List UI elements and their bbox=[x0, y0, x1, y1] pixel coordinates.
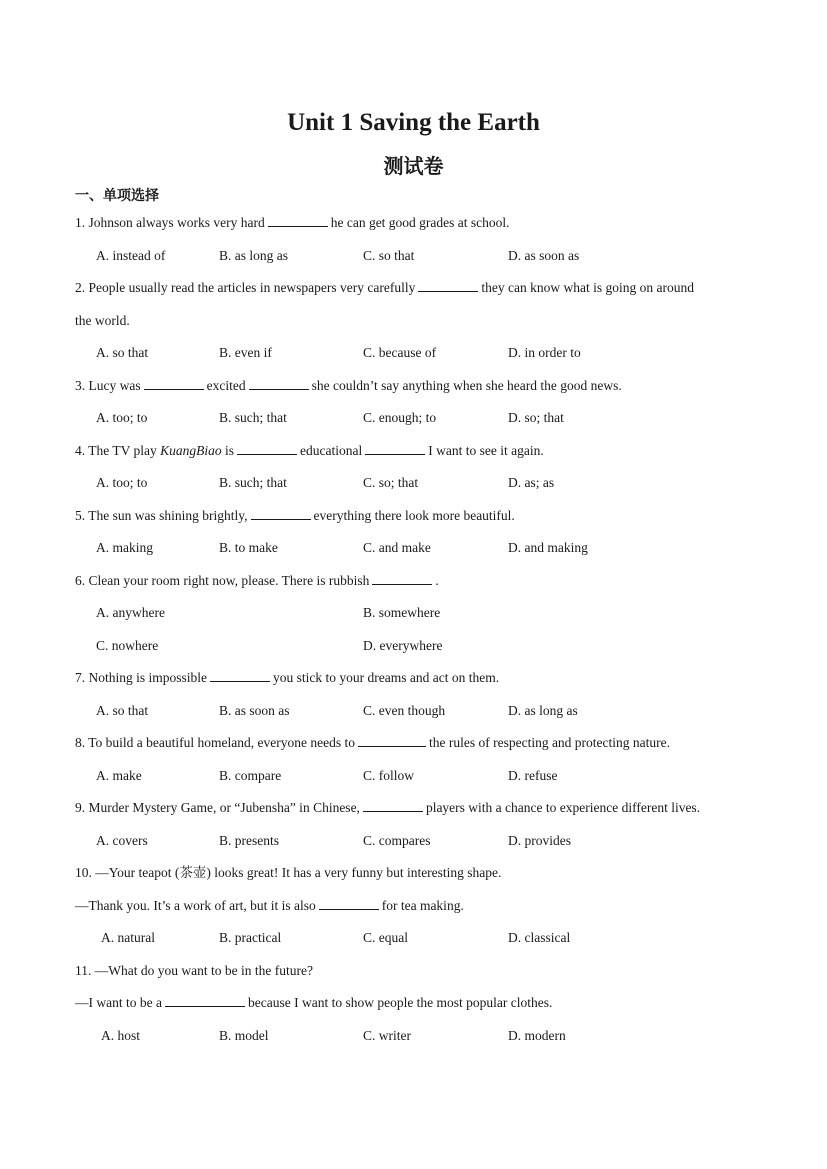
question-text: 2. People usually read the articles in newspapers very carefully bbox=[75, 280, 416, 295]
question-text: is bbox=[225, 443, 235, 458]
question-text: 5. The sun was shining brightly, bbox=[75, 508, 248, 523]
option-d[interactable]: D. as; as bbox=[508, 475, 555, 490]
question-text: 3. Lucy was bbox=[75, 378, 141, 393]
question-text: —Thank you. It’s a work of art, but it is also bbox=[75, 898, 316, 913]
option-b[interactable]: B. practical bbox=[219, 930, 282, 945]
option-d[interactable]: D. in order to bbox=[508, 345, 581, 360]
question-6 bbox=[75, 572, 755, 590]
question-text: excited bbox=[206, 378, 246, 393]
question-text: —I want to be a bbox=[75, 995, 162, 1010]
option-a[interactable]: A. natural bbox=[101, 930, 155, 945]
answer-blank bbox=[358, 734, 426, 747]
question-text: she couldn’t say anything when she heard the good news. bbox=[311, 378, 622, 393]
page-title: Unit 1 Saving the Earth bbox=[287, 109, 540, 136]
question-text: he can get good grades at school. bbox=[330, 215, 510, 230]
question-text: everything there look more beautiful. bbox=[313, 508, 515, 523]
option-b[interactable]: B. presents bbox=[219, 833, 279, 848]
option-d[interactable]: D. everywhere bbox=[363, 638, 443, 653]
question-text: they can know what is going on around bbox=[481, 280, 694, 295]
option-d[interactable]: D. as long as bbox=[508, 703, 578, 718]
option-a[interactable]: A. make bbox=[96, 768, 142, 783]
option-a[interactable]: A. so that bbox=[96, 703, 149, 718]
answer-blank bbox=[237, 442, 297, 455]
option-c[interactable]: C. and make bbox=[363, 540, 431, 555]
question-2 bbox=[75, 279, 755, 297]
question-text: for tea making. bbox=[381, 898, 464, 913]
option-d[interactable]: D. as soon as bbox=[508, 248, 580, 263]
option-b[interactable]: B. model bbox=[219, 1028, 269, 1043]
page-subtitle: 测试卷 bbox=[383, 154, 444, 178]
question-text: 8. To build a beautiful homeland, everyone needs to bbox=[75, 735, 355, 750]
option-d[interactable]: D. modern bbox=[508, 1028, 566, 1043]
option-b[interactable]: B. such; that bbox=[219, 475, 287, 490]
option-d[interactable]: D. and making bbox=[508, 540, 588, 555]
option-c[interactable]: C. so; that bbox=[363, 475, 419, 490]
question-1 bbox=[75, 214, 755, 232]
question-7 bbox=[75, 669, 755, 687]
option-a[interactable]: A. anywhere bbox=[96, 605, 165, 620]
option-c[interactable]: C. writer bbox=[363, 1028, 411, 1043]
option-d[interactable]: D. so; that bbox=[508, 410, 564, 425]
question-text: I want to see it again. bbox=[428, 443, 544, 458]
question-text: 4. The TV play bbox=[75, 443, 157, 458]
answer-blank bbox=[251, 507, 311, 520]
tv-play-name: KuangBiao bbox=[160, 443, 222, 458]
option-c[interactable]: C. so that bbox=[363, 248, 415, 263]
question-11: 11. —What do you want to be in the future? bbox=[75, 963, 313, 978]
option-c[interactable]: C. nowhere bbox=[96, 638, 159, 653]
option-b[interactable]: B. such; that bbox=[219, 410, 287, 425]
option-a[interactable]: A. too; to bbox=[96, 475, 148, 490]
question-3 bbox=[75, 377, 755, 395]
answer-blank bbox=[165, 994, 245, 1007]
option-c[interactable]: C. compares bbox=[363, 833, 431, 848]
option-d[interactable]: D. refuse bbox=[508, 768, 558, 783]
option-d[interactable]: D. provides bbox=[508, 833, 571, 848]
option-c[interactable]: C. even though bbox=[363, 703, 446, 718]
answer-blank bbox=[210, 669, 270, 682]
question-11-reply bbox=[75, 994, 755, 1012]
option-b[interactable]: B. to make bbox=[219, 540, 278, 555]
option-a[interactable]: A. so that bbox=[96, 345, 149, 360]
option-c[interactable]: C. equal bbox=[363, 930, 408, 945]
answer-blank bbox=[249, 377, 309, 390]
option-a[interactable]: A. instead of bbox=[96, 248, 166, 263]
question-text: . bbox=[435, 573, 439, 588]
question-2-continued: the world. bbox=[75, 313, 130, 328]
option-a[interactable]: A. covers bbox=[96, 833, 148, 848]
option-a[interactable]: A. host bbox=[101, 1028, 141, 1043]
question-9 bbox=[75, 799, 755, 817]
answer-blank bbox=[418, 279, 478, 292]
question-text: 1. Johnson always works very hard bbox=[75, 215, 265, 230]
question-text: 6. Clean your room right now, please. There is rubbish bbox=[75, 573, 370, 588]
option-b[interactable]: B. as soon as bbox=[219, 703, 290, 718]
option-c[interactable]: C. follow bbox=[363, 768, 415, 783]
question-text: because I want to show people the most popular clothes. bbox=[247, 995, 553, 1010]
option-b[interactable]: B. somewhere bbox=[363, 605, 441, 620]
question-8 bbox=[75, 734, 755, 752]
option-a[interactable]: A. making bbox=[96, 540, 153, 555]
section-heading: 一、单项选择 bbox=[75, 188, 159, 204]
answer-blank bbox=[268, 214, 328, 227]
question-text: players with a chance to experience different lives. bbox=[425, 800, 701, 815]
question-text: 9. Murder Mystery Game, or “Jubensha” in Chinese, bbox=[75, 800, 360, 815]
question-text: you stick to your dreams and act on them. bbox=[273, 670, 500, 685]
question-10: 10. —Your teapot (茶壶) looks great! It has a very funny but interesting shape. bbox=[75, 865, 502, 880]
answer-blank bbox=[319, 897, 379, 910]
option-b[interactable]: B. compare bbox=[219, 768, 282, 783]
question-4 bbox=[75, 442, 755, 460]
question-text: the rules of respecting and protecting nature. bbox=[428, 735, 671, 750]
answer-blank bbox=[372, 572, 432, 585]
question-text: educational bbox=[300, 443, 363, 458]
option-c[interactable]: C. enough; to bbox=[363, 410, 437, 425]
question-5 bbox=[75, 507, 755, 525]
option-c[interactable]: C. because of bbox=[363, 345, 437, 360]
option-b[interactable]: B. even if bbox=[219, 345, 272, 360]
option-a[interactable]: A. too; to bbox=[96, 410, 148, 425]
question-text: 7. Nothing is impossible bbox=[75, 670, 208, 685]
answer-blank bbox=[365, 442, 425, 455]
option-d[interactable]: D. classical bbox=[508, 930, 571, 945]
option-b[interactable]: B. as long as bbox=[219, 248, 288, 263]
answer-blank bbox=[144, 377, 204, 390]
answer-blank bbox=[363, 799, 423, 812]
question-10-reply bbox=[75, 897, 755, 915]
